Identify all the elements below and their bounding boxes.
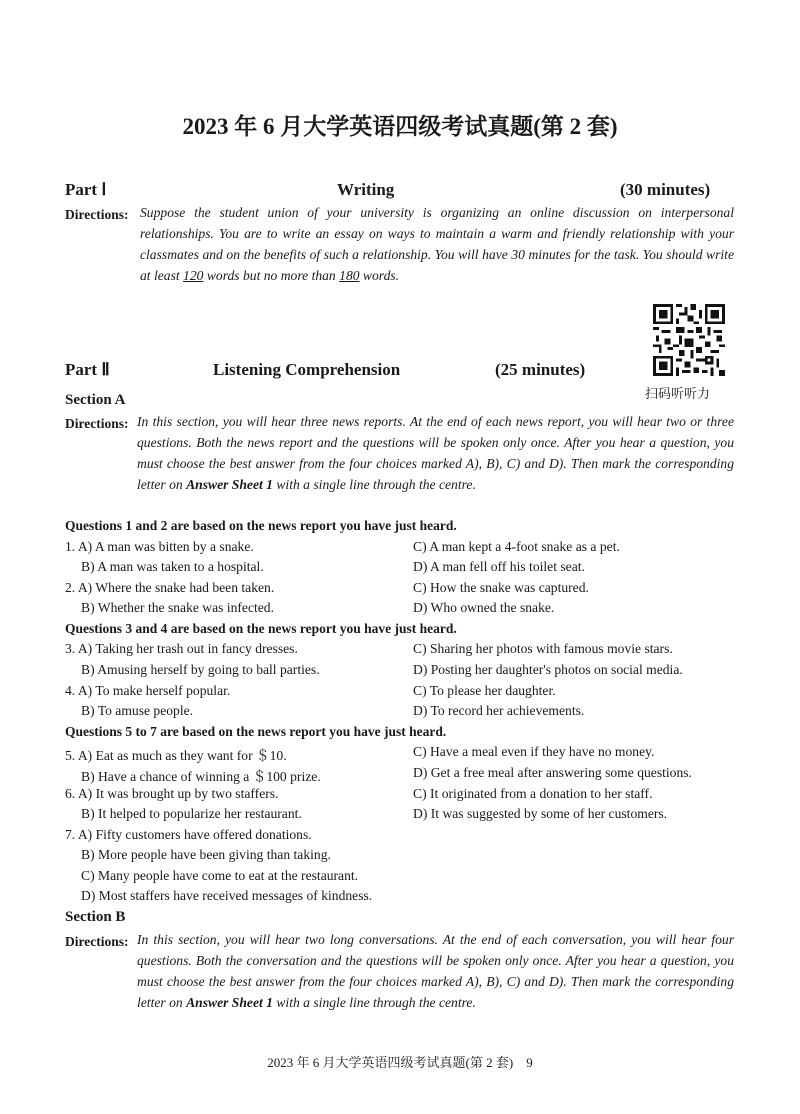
- option-3b: B) Amusing herself by going to ball parties.: [81, 662, 320, 677]
- part2-name: Listening Comprehension: [213, 360, 401, 379]
- part2-label: Part Ⅱ: [65, 360, 110, 379]
- part1-time: (30 minutes): [620, 180, 711, 199]
- option-6c: C) It originated from a donation to her staff.: [413, 786, 653, 801]
- option-7c: C) Many people have come to eat at the restaurant.: [81, 868, 359, 883]
- option-7b: B) More people have been giving than taking.: [81, 847, 331, 862]
- option-3d: D) Posting her daughter's photos on social media.: [413, 662, 683, 677]
- option-7d: D) Most staffers have received messages of kindness.: [81, 888, 373, 903]
- qr-code-icon: [653, 304, 725, 376]
- option-4a: 4. A) To make herself popular.: [65, 683, 231, 698]
- option-6a: 6. A) It was brought up by two staffers.: [65, 786, 279, 801]
- part1-directions-label: Directions:: [65, 207, 129, 222]
- question-group-header: Questions 3 and 4 are based on the news report you have just heard.: [65, 621, 457, 636]
- option-6b: B) It helped to popularize her restaurant.: [81, 806, 302, 821]
- question-group-header: Questions 1 and 2 are based on the news report you have just heard.: [65, 518, 457, 533]
- option-1d: D) A man fell off his toilet seat.: [413, 559, 585, 574]
- option-4c: C) To please her daughter.: [413, 683, 556, 698]
- option-1c: C) A man kept a 4-foot snake as a pet.: [413, 539, 620, 554]
- option-4b: B) To amuse people.: [81, 703, 194, 718]
- section-a-title: Section A: [65, 392, 126, 408]
- section-b-title: Section B: [65, 909, 126, 925]
- qr-caption: 扫码听听力: [645, 387, 711, 402]
- option-2b: B) Whether the snake was infected.: [81, 600, 275, 615]
- option-2a: 2. A) Where the snake had been taken.: [65, 580, 275, 595]
- option-6d: D) It was suggested by some of her customers.: [413, 806, 668, 821]
- part1-label: Part Ⅰ: [65, 180, 107, 199]
- option-2d: D) Who owned the snake.: [413, 600, 555, 615]
- option-1b: B) A man was taken to a hospital.: [81, 559, 264, 574]
- page-footer: 2023 年 6 月大学英语四级考试真题(第 2 套) 9: [267, 1055, 533, 1070]
- section-b-directions-label: Directions:: [65, 934, 129, 949]
- section-a-directions: In this section, you will hear three news reports. At the end of each news report, you will hear two or three questions. Both the news report and the questions will be spoken only once. After you hear a question, you must choose the best answer from the four choices marked A), B), C) and D). Then mark the corresponding letter on Answer Sheet 1 with a single line through the centre.: [137, 414, 734, 492]
- option-5a: 5. A) Eat as much as they want for ＄10.: [65, 748, 287, 763]
- option-7a: 7. A) Fifty customers have offered donations.: [65, 827, 312, 842]
- section-b-directions: In this section, you will hear two long conversations. At the end of each conversation, you will hear four questions. Both the conversation and the questions will be spoken only once. After you hear a question, you must choose the best answer from the four choices marked A), B), C) and D). Then mark the corresponding letter on Answer Sheet 1 with a single line through the centre.: [137, 932, 734, 1010]
- option-3c: C) Sharing her photos with famous movie stars.: [413, 641, 673, 656]
- part1-directions: Suppose the student union of your university is organizing an online discussion on interpersonal relationships. You are to write an essay on ways to maintain a warm and friendly relationship with your classmates and on the benefits of such a relationship. You will have 30 minutes for the task. You should write at least 120 words but no more than 180 words.: [140, 205, 734, 283]
- option-5d: D) Get a free meal after answering some questions.: [413, 765, 692, 780]
- option-5b: B) Have a chance of winning a ＄100 prize.: [81, 769, 321, 784]
- option-3a: 3. A) Taking her trash out in fancy dresses.: [65, 641, 298, 656]
- part2-time: (25 minutes): [495, 360, 586, 379]
- page-title: 2023 年 6 月大学英语四级考试真题(第 2 套): [182, 114, 618, 139]
- option-5c: C) Have a meal even if they have no money.: [413, 744, 655, 759]
- option-4d: D) To record her achievements.: [413, 703, 585, 718]
- option-1a: 1. A) A man was bitten by a snake.: [65, 539, 254, 554]
- option-2c: C) How the snake was captured.: [413, 580, 589, 595]
- section-a-directions-label: Directions:: [65, 416, 129, 431]
- part1-name: Writing: [337, 180, 395, 199]
- question-group-header: Questions 5 to 7 are based on the news report you have just heard.: [65, 724, 447, 739]
